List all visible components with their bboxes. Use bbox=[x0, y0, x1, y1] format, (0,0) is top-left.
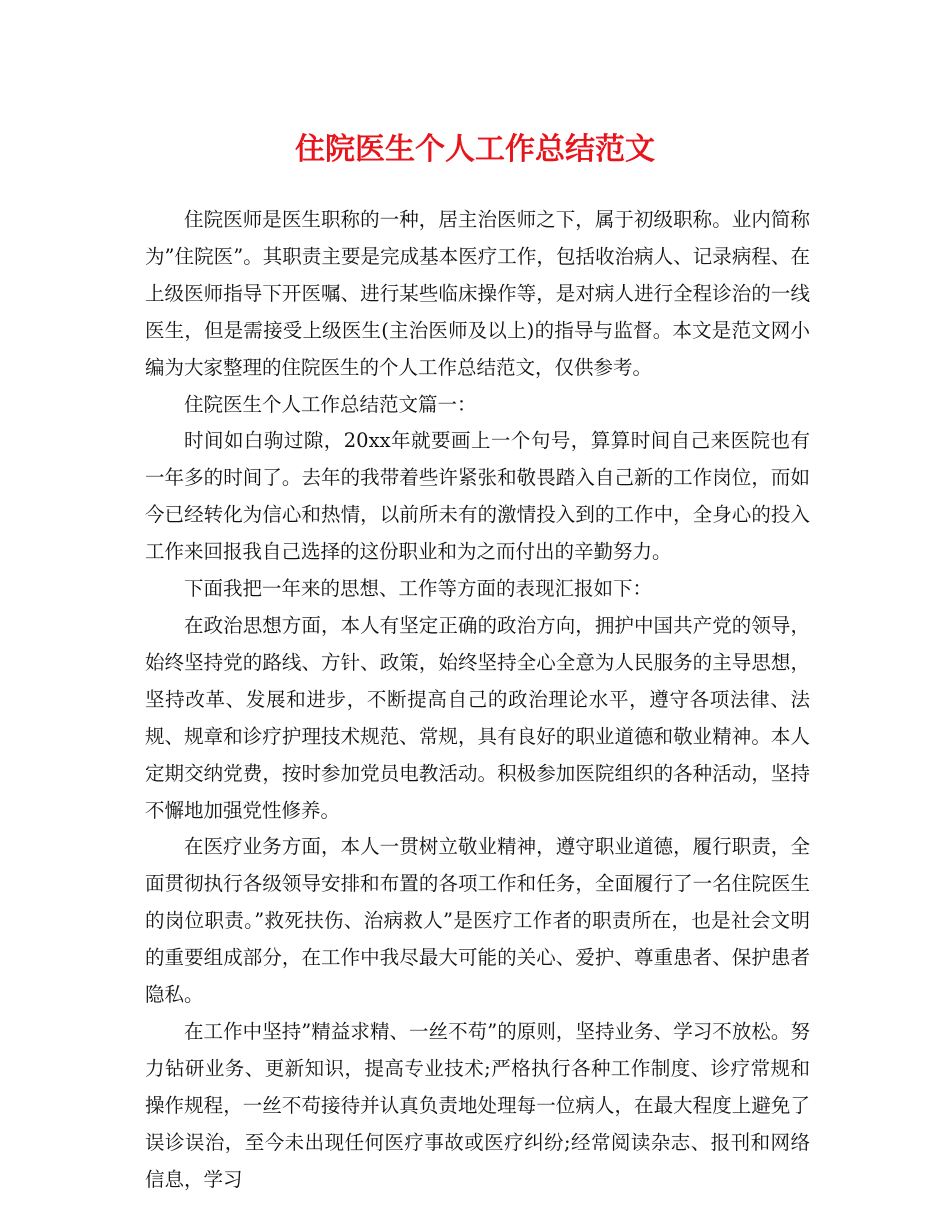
paragraph-time-review: 时间如白驹过隙，20xx年就要画上一个句号，算算时间自己来医院也有一年多的时间了。去年的我带着些许紧张和敬畏踏入自己新的工作岗位，而如今已经转化为信心和热情，以前所未有的激情投入到的工作中，全身心的投入工作来回报我自己选择的这份职业和为之而付出的辛勤努力。 bbox=[145, 429, 810, 564]
paragraph-section-heading: 住院医生个人工作总结范文篇一： bbox=[184, 392, 477, 416]
paragraph-political-thought: 在政治思想方面，本人有坚定正确的政治方向，拥护中国共产党的领导，始终坚持党的路线、方针、政策，始终坚持全心全意为人民服务的主导思想，坚持改革、发展和进步，不断提高自己的政治理论水平，遵守各项法律、法规、规章和诊疗护理技术规范、常规，具有良好的职业道德和敬业精神。本人定期交纳党费，按时参加党员电教活动。积极参加医院组织的各种活动，坚持不懈地加强党性修养。 bbox=[145, 613, 810, 822]
paragraph-intro: 住院医师是医生职称的一种，居主治医师之下，属于初级职称。业内简称为”住院医”。其职责主要是完成基本医疗工作，包括收治病人、记录病程、在上级医师指导下开医嘱、进行某些临床操作等，是对病人进行全程诊治的一线医生，但是需接受上级医生(主治医师及以上)的指导与监督。本文是范文网小编为大家整理的住院医生的个人工作总结范文，仅供参考。 bbox=[145, 208, 810, 379]
paragraph-medical-work: 在医疗业务方面，本人一贯树立敬业精神，遵守职业道德，履行职责，全面贯彻执行各级领导安排和布置的各项工作和任务，全面履行了一名住院医生的岗位职责。”救死扶伤、治病救人”是医疗工作者的职责所在，也是社会文明的重要组成部分，在工作中我尽最大可能的关心、爱护、尊重患者、保护患者隐私。 bbox=[145, 835, 810, 1007]
document-title: 住院医生个人工作总结范文 bbox=[295, 132, 655, 167]
document-body bbox=[145, 202, 810, 1198]
paragraph-report-intro: 下面我把一年来的思想、工作等方面的表现汇报如下： bbox=[184, 577, 653, 601]
paragraph-work-principles: 在工作中坚持”精益求精、一丝不苟”的原则，坚持业务、学习不放松。努力钻研业务、更新知识，提高专业技术;严格执行各种工作制度、诊疗常规和操作规程，一丝不苟接待并认真负责地处理每一位病人，在最大程度上避免了误诊误治，至今未出现任何医疗事故或医疗纠纷;经常阅读杂志、报刊和网络信息，学习 bbox=[145, 1019, 810, 1191]
